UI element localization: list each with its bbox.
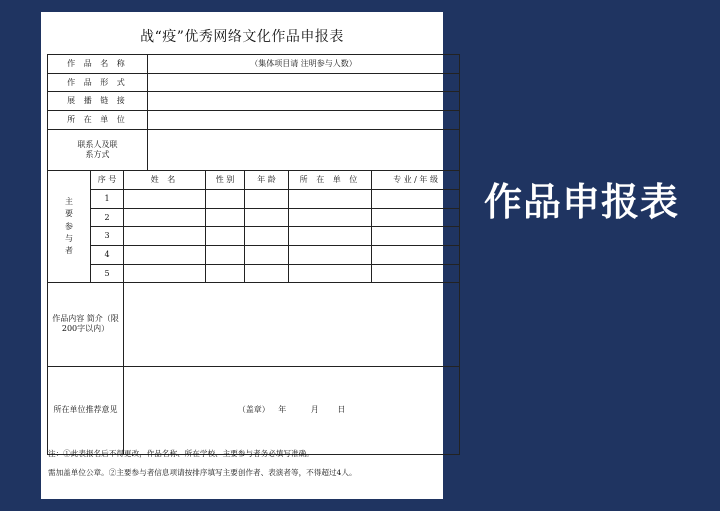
- participant-age-cell[interactable]: [245, 264, 289, 283]
- field-intro[interactable]: [124, 283, 460, 366]
- participants-label-text: 主要参与者: [65, 196, 73, 256]
- row-recommend: [48, 366, 460, 454]
- label-intro: [48, 283, 124, 366]
- participant-row: [48, 189, 460, 208]
- participant-unit-cell[interactable]: [289, 264, 372, 283]
- work-name-hint: （集体项目请 注明参与人数）: [250, 58, 357, 68]
- participant-age-cell[interactable]: [245, 227, 289, 246]
- participant-number: 2: [91, 208, 124, 227]
- row-intro: [48, 283, 460, 366]
- participant-gender-cell[interactable]: [206, 264, 245, 283]
- participant-number: 4: [91, 246, 124, 265]
- participant-gender-cell[interactable]: [206, 208, 245, 227]
- label-work-name: 作 品 名 称: [48, 55, 148, 74]
- recommend-label-text: 所在单位推荐意见: [53, 405, 118, 415]
- participant-unit-cell[interactable]: [289, 208, 372, 227]
- field-work-name[interactable]: [148, 55, 460, 74]
- participant-gender-cell[interactable]: [206, 246, 245, 265]
- participant-major-cell[interactable]: [372, 246, 460, 265]
- participant-row: [48, 227, 460, 246]
- header-name: 姓 名: [124, 171, 206, 190]
- participant-age-cell[interactable]: [245, 246, 289, 265]
- field-work-form[interactable]: [148, 73, 460, 92]
- participant-row: [48, 246, 460, 265]
- participant-gender-cell[interactable]: [206, 227, 245, 246]
- label-link: 展 播 链 接: [48, 92, 148, 111]
- field-recommend[interactable]: [124, 366, 460, 454]
- participant-name-cell[interactable]: [124, 264, 206, 283]
- row-unit: [48, 111, 460, 130]
- participant-unit-cell[interactable]: [289, 246, 372, 265]
- participant-row: [48, 208, 460, 227]
- contact-label-text: 联系人及联系方式: [77, 140, 118, 160]
- form-note-line-1: 注：①此表报名后不得更改，作品名称、所在学校、主要参与者务必填写准确。: [48, 449, 314, 458]
- participant-major-cell[interactable]: [372, 227, 460, 246]
- participant-unit-cell[interactable]: [289, 189, 372, 208]
- participant-number: 3: [91, 227, 124, 246]
- field-link[interactable]: [148, 92, 460, 111]
- row-work-form: [48, 73, 460, 92]
- field-contact[interactable]: [148, 129, 460, 171]
- label-contact: [48, 129, 148, 171]
- participant-age-cell[interactable]: [245, 189, 289, 208]
- label-work-form: 作 品 形 式: [48, 73, 148, 92]
- stamp-month: 月: [310, 405, 319, 415]
- form-title: 战“疫”优秀网络文化作品申报表: [140, 29, 344, 45]
- participant-number: 1: [91, 189, 124, 208]
- field-unit[interactable]: [148, 111, 460, 130]
- participants-header-row: [48, 171, 460, 190]
- label-unit: 所 在 单 位: [48, 111, 148, 130]
- participant-row: [48, 264, 460, 283]
- participant-major-cell[interactable]: [372, 264, 460, 283]
- side-title: 作品申报表: [483, 180, 679, 224]
- participant-gender-cell[interactable]: [206, 189, 245, 208]
- intro-label-text: 作品内容 简介（限 200字以内）: [52, 314, 119, 334]
- row-work-name: [48, 55, 460, 74]
- stamp-year: 年: [278, 405, 287, 415]
- participant-name-cell[interactable]: [124, 227, 206, 246]
- participant-name-cell[interactable]: [124, 208, 206, 227]
- header-age: 年 龄: [245, 171, 289, 190]
- form-note-line-2: 需加盖单位公章。②主要参与者信息项请按排序填写主要创作者、表演者等，不得超过4人。: [48, 468, 357, 477]
- application-form-sheet: [41, 12, 443, 499]
- participant-unit-cell[interactable]: [289, 227, 372, 246]
- header-unit: 所 在 单 位: [289, 171, 372, 190]
- participants-group-label: [48, 171, 91, 283]
- participant-number: 5: [91, 264, 124, 283]
- header-gender: 性 别: [206, 171, 245, 190]
- application-form-table: [47, 54, 460, 455]
- row-contact: [48, 129, 460, 171]
- row-link: [48, 92, 460, 111]
- participant-age-cell[interactable]: [245, 208, 289, 227]
- header-major: 专 业 / 年 级: [372, 171, 460, 190]
- label-recommend: [48, 366, 124, 454]
- participant-name-cell[interactable]: [124, 246, 206, 265]
- participant-name-cell[interactable]: [124, 189, 206, 208]
- header-seq: 序 号: [91, 171, 124, 190]
- stamp-day: 日: [337, 405, 346, 415]
- stamp-label: （盖章）: [237, 405, 270, 415]
